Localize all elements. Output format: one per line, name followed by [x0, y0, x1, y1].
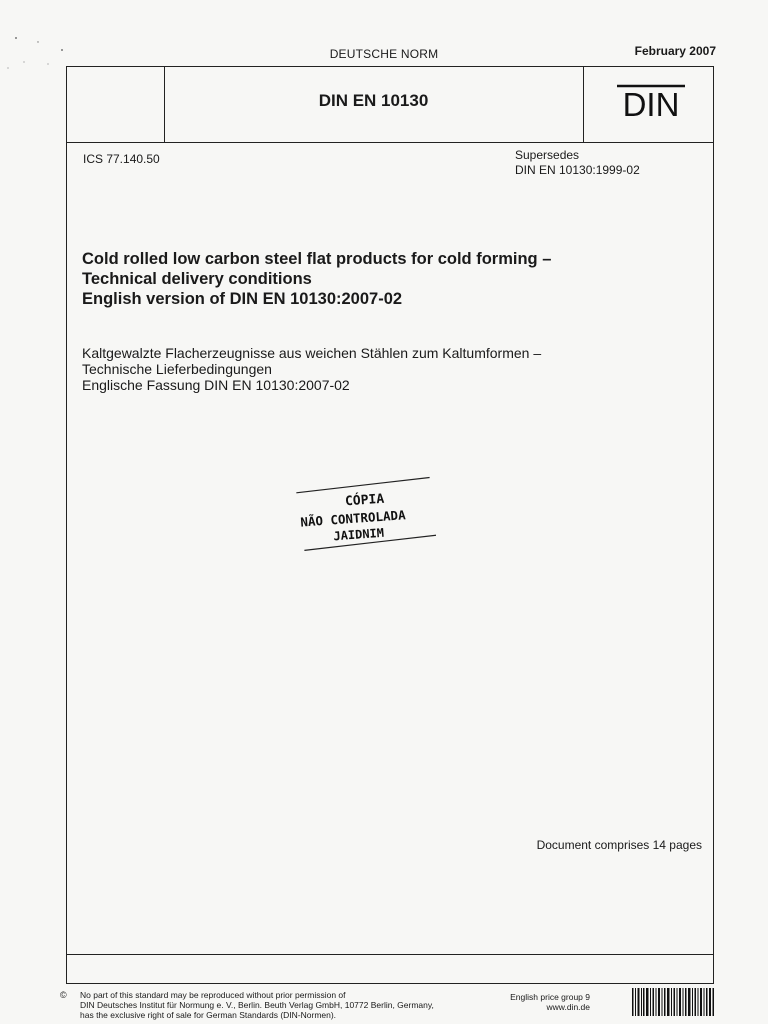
header-cell-divider-right — [583, 66, 584, 142]
copyright-line: No part of this standard may be reproduced without prior permission of — [80, 990, 346, 1000]
page-count-note: Document comprises 14 pages — [536, 838, 702, 852]
supersedes-label: Supersedes — [515, 148, 580, 162]
stamp-line-2: NÃO CONTROLADA — [299, 507, 407, 530]
din-logo — [617, 84, 685, 118]
price-info — [504, 992, 590, 1012]
copyright-notice — [80, 990, 510, 1020]
title-english — [82, 249, 551, 309]
barcode — [632, 988, 714, 1016]
copyright-line: DIN Deutsches Institut für Normung e. V., Berlin. Beuth Verlag GmbH, 10772 Berlin, Germany, — [80, 1000, 434, 1010]
uncontrolled-copy-stamp — [296, 474, 436, 554]
copyright-line: has the exclusive right of sale for German Standards (DIN-Normen). — [80, 1010, 337, 1020]
title-en-line: Technical delivery conditions — [82, 270, 312, 288]
stamp-line-1: CÓPIA — [344, 491, 385, 510]
header-divider — [66, 142, 714, 143]
copyright-symbol: © — [60, 990, 67, 1000]
title-en-line: Cold rolled low carbon steel flat products for cold forming – — [82, 250, 552, 268]
title-de-line: Kaltgewalzte Flacherzeugnisse aus weichen Stählen zum Kaltumformen – — [82, 345, 542, 361]
din-logo-text: DIN — [622, 86, 680, 118]
supersedes-value: DIN EN 10130:1999-02 — [515, 163, 640, 177]
website-link[interactable]: www.din.de — [546, 1002, 590, 1012]
norm-label: DEUTSCHE NORM — [329, 47, 439, 61]
ics-code: ICS 77.140.50 — [83, 152, 160, 166]
title-en-line: English version of DIN EN 10130:2007-02 — [82, 290, 403, 308]
price-group: English price group 9 — [510, 992, 590, 1002]
publication-date: February 2007 — [634, 44, 716, 58]
standard-number: DIN EN 10130 — [318, 91, 429, 110]
supersedes-block — [515, 148, 640, 178]
stamp-line-3: JAIDNIM — [332, 525, 385, 544]
footer-divider — [66, 954, 714, 955]
title-de-line: Englische Fassung DIN EN 10130:2007-02 — [82, 377, 350, 393]
title-de-line: Technische Lieferbedingungen — [82, 361, 272, 377]
title-german — [82, 345, 541, 393]
